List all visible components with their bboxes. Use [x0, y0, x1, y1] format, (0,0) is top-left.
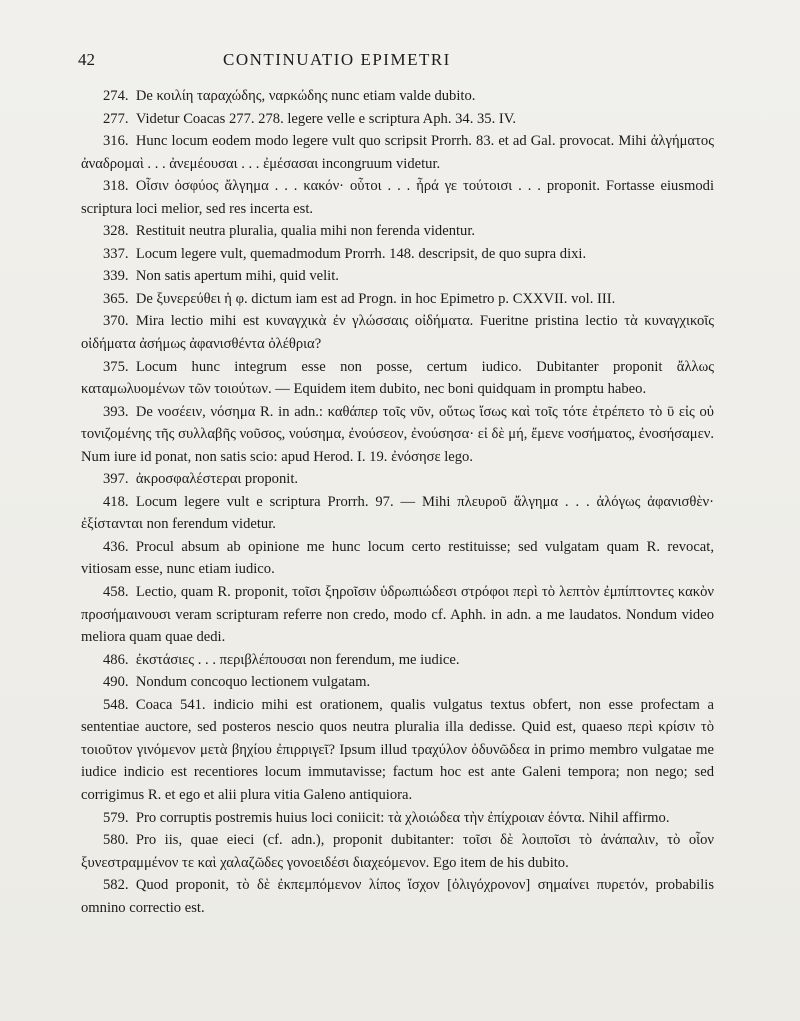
- entry-text: Restituit neutra pluralia, qualia mihi non ferenda videntur.: [135, 223, 476, 240]
- entry-number: 370.: [103, 313, 129, 330]
- entry-text: Mira lectio mihi est κυναγχικὰ ἐν γλώσσαις οἰδήματα. Fueritne pristina lectio τὰ κυναγχικοῖς οἰδήματα ἀσήμως ἀφανισθέντα ὀλέθρια?: [81, 313, 714, 353]
- note-entry: [81, 175, 714, 220]
- entry-text: Coaca 541. indicio mihi est orationem, qualis vulgatus textus obfert, non esse profectam a sententiae auctore, sed posteros nescio quos neutra pluralia illa dedisse. Quid est, quaeso περὶ κρίσιν τὸ τοιοῦτον γινόμενον μετὰ βηχίου ἐπιρριγεῖ? Ipsum illud τραχύλον ὀδυνῶδεα in primo membro vulgatae me iudice indicio est recentiores locum immutavisse; factum hoc est ante Galeni tempora; non nego; sed corrigimus R. et ego et alii plura vitia Galeno antiquiora.: [81, 696, 714, 803]
- entry-text: Lectio, quam R. proponit, τοῖσι ξηροῖσιν ὑδρωπιώδεσι στρόφοι περὶ τὸ λεπτὸν ἐμπίπτοντες κακὸν προσήμαινουσι veram scripturam referre non credo, modo cf. Aphh. in adn. a me laudatos. Nondum video meliora quam quae dedi.: [81, 584, 714, 646]
- entry-number: 393.: [103, 403, 129, 420]
- note-entry: [81, 468, 714, 491]
- entry-text: ἐκστάσιες . . . περιβλέπουσαι non ferendum, me iudice.: [135, 651, 460, 668]
- entry-text: Pro iis, quae eieci (cf. adn.), proponit dubitanter: τοῖσι δὲ λοιποῖσι τὸ ἀνάπαλιν, τὸ οἷον ξυνεστραμμένον τε καὶ χαλαζῶδες γονοειδέσι διαχεόμενον. Ego item de his dubito.: [81, 832, 714, 871]
- note-entry: [81, 491, 714, 536]
- entry-number: 339.: [103, 268, 129, 285]
- note-entry: [81, 874, 714, 919]
- note-entry: [81, 130, 714, 175]
- entry-number: 316.: [103, 133, 129, 150]
- entry-text: Locum hunc integrum esse non posse, certum iudico. Dubitanter proponit ἄλλως καταμωλυομένων τῶν τοιούτων. — Equidem item dubito, nec boni quidquam in promptu habeo.: [81, 358, 714, 398]
- note-entry: [81, 265, 714, 288]
- entry-text: Οἷσιν ὀσφύος ἄλγημα . . . κακόν· οὗτοι . . . ἦρά γε τούτοισι . . . proponit. Fortasse eiusmodi scriptura loci melior, sed res incerta est.: [81, 178, 714, 217]
- entry-text: ἀκροσφαλέστεραι proponit.: [135, 471, 299, 488]
- entry-text: Quod proponit, τὸ δὲ ἐκπεμπόμενον λίπος ἴσχον [ὀλιγόχρονον] σημαίνει πυρετόν, probabilis omnino correctio est.: [81, 877, 714, 916]
- note-entry: [81, 356, 714, 401]
- entry-text: De νοσέειν, νόσημα R. in adn.: καθάπερ τοῖς νῦν, οὕτως ἴσως καὶ τοῖς τότε ἐτρέπετο τὸ ῡ εἰς οὐ τονιζομένης τῆς συλλαβῆς νοῦσος, νούσημα, ἐνούσεον, ἐνούσησα· εἰ δὲ μή, ἔμενε νοσήματος, ἐνοσήσαμεν. Num iure id ponat, non satis scio: apud Herod. I. 19. ἐνόσησε lego.: [81, 403, 714, 465]
- note-entry: [81, 807, 714, 830]
- entry-text: De κοιλίη ταραχώδης, ναρκώδης nunc etiam valde dubito.: [135, 88, 476, 104]
- entry-number: 436.: [103, 538, 129, 555]
- note-entry: [81, 85, 714, 108]
- entry-number: 328.: [103, 223, 129, 240]
- entry-number: 458.: [103, 584, 129, 601]
- note-entry: [81, 220, 714, 243]
- entry-number: 318.: [103, 178, 129, 195]
- note-entry: [81, 310, 714, 355]
- note-entry: [81, 581, 714, 649]
- note-entry: [81, 649, 714, 672]
- entry-text: Pro corruptis postremis huius loci coniicit: τὰ χλοιώδεα τὴν ἐπίχροιαν ἐόντα. Nihil affirmo.: [135, 809, 670, 826]
- entry-number: 365.: [103, 290, 129, 307]
- entry-number: 277.: [103, 110, 129, 127]
- text-body: [81, 85, 714, 919]
- note-entry: [81, 829, 714, 874]
- note-entry: [81, 671, 714, 694]
- page-number: 42: [78, 50, 95, 69]
- entry-number: 548.: [103, 696, 129, 713]
- note-entry: [81, 536, 714, 581]
- entry-text: Procul absum ab opinione me hunc locum certo restituisse; sed vulgatam quam R. revocat, vitiosam esse, nunc etiam iudico.: [81, 538, 714, 578]
- entry-text: De ξυνερεύθει ἡ φ. dictum iam est ad Progn. in hoc Epimetro p. CXXVII. vol. III.: [135, 290, 616, 307]
- note-entry: [81, 694, 714, 807]
- entry-text: Locum legere vult, quemadmodum Prorrh. 148. descripsit, de quo supra dixi.: [135, 245, 587, 262]
- entry-number: 490.: [103, 674, 129, 691]
- note-entry: [81, 288, 714, 311]
- page-header: [78, 50, 718, 70]
- entry-text: Videtur Coacas 277. 278. legere velle e scriptura Aph. 34. 35. IV.: [135, 110, 517, 127]
- entry-number: 397.: [103, 471, 129, 488]
- entry-number: 418.: [103, 493, 129, 510]
- entry-number: 582.: [103, 877, 129, 894]
- entry-number: 579.: [103, 809, 129, 826]
- running-title: CONTINUATIO EPIMETRI: [223, 50, 451, 69]
- entry-number: 337.: [103, 245, 129, 262]
- entry-number: 274.: [103, 88, 129, 104]
- note-entry: [81, 401, 714, 469]
- entry-text: Nondum concoquo lectionem vulgatam.: [135, 674, 371, 691]
- entry-text: Non satis apertum mihi, quid velit.: [135, 268, 339, 285]
- entry-text: Hunc locum eodem modo legere vult quo scripsit Prorrh. 83. et ad Gal. provocat. Mihi ἀλγήματος ἀναδρομαὶ . . . ἀνεμέουσαι . . . ἐμέσασαι incongruum videtur.: [81, 133, 714, 172]
- entry-number: 486.: [103, 651, 129, 668]
- note-entry: [81, 108, 714, 131]
- entry-text: Locum legere vult e scriptura Prorrh. 97. — Mihi πλευροῦ ἄλγημα . . . ἀλόγως ἀφανισθὲν· ἐξίστανται non ferendum videtur.: [81, 493, 714, 533]
- entry-number: 580.: [103, 832, 129, 849]
- entry-number: 375.: [103, 358, 129, 375]
- note-entry: [81, 243, 714, 266]
